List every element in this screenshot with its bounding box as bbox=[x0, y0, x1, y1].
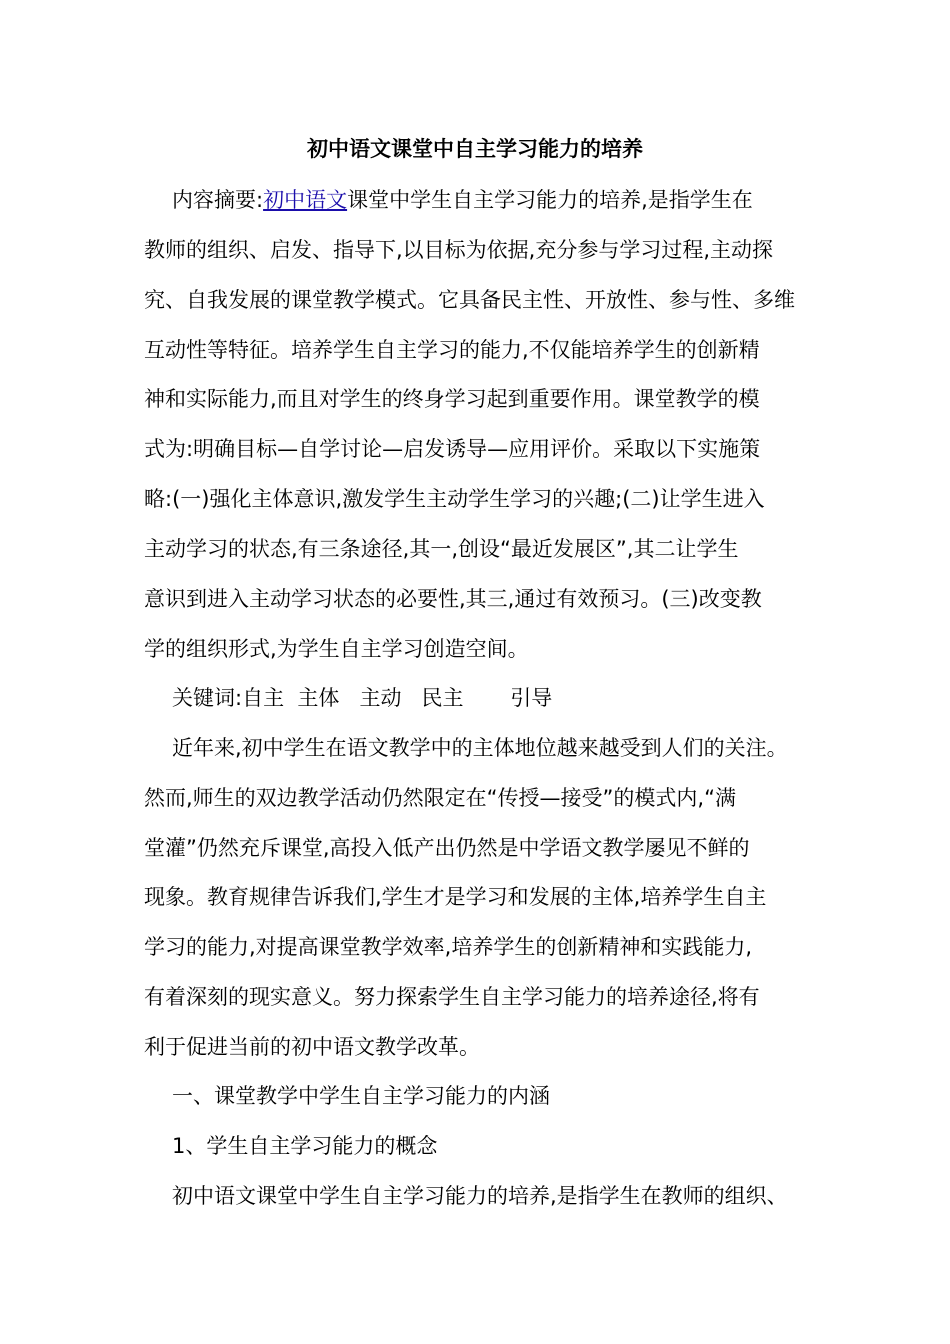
intro-line: 学习的能力,对提高课堂教学效率,培养学生的创新精神和实践能力, bbox=[144, 935, 753, 959]
abstract-line: 神和实际能力,而且对学生的终身学习起到重要作用。课堂教学的模 bbox=[144, 387, 760, 411]
intro-line: 有着深刻的现实意义。努力探索学生自主学习能力的培养途径,将有 bbox=[144, 985, 760, 1009]
abstract-line: 主动学习的状态,有三条途径,其一,创设“最近发展区”,其二让学生 bbox=[144, 537, 739, 561]
intro-line: 然而,师生的双边教学活动仍然限定在“传授—接受”的模式内,“满 bbox=[144, 786, 736, 810]
abstract-line: 究、自我发展的课堂教学模式。它具备民主性、开放性、参与性、多维 bbox=[144, 288, 795, 312]
abstract-line: 教师的组织、启发、指导下,以目标为依据,充分参与学习过程,主动探 bbox=[144, 238, 774, 262]
abstract-line: 意识到进入主动学习状态的必要性,其三,通过有效预习。(三)改变教 bbox=[144, 587, 762, 611]
body-line: 初中语文课堂中学生自主学习能力的培养,是指学生在教师的组织、 bbox=[172, 1184, 788, 1208]
keywords-line: 关键词:自主 主体 主动 民主 引导 bbox=[172, 686, 553, 710]
abstract-line: 式为:明确目标—自学讨论—启发诱导—应用评价。采取以下实施策 bbox=[144, 437, 761, 461]
intro-first-line: 近年来,初中学生在语文教学中的主体地位越来越受到人们的关注。 bbox=[172, 736, 788, 760]
abstract-line: 互动性等特征。培养学生自主学习的能力,不仅能培养学生的创新精 bbox=[144, 338, 760, 362]
subsection-heading: 1、学生自主学习能力的概念 bbox=[172, 1134, 438, 1158]
abstract-line: 学的组织形式,为学生自主学习创造空间。 bbox=[144, 637, 529, 661]
abstract-label: 内容摘要: bbox=[172, 188, 264, 212]
section-heading: 一、课堂教学中学生自主学习能力的内涵 bbox=[172, 1084, 550, 1108]
document-title: 初中语文课堂中自主学习能力的培养 bbox=[307, 137, 643, 161]
intro-line: 堂灌”仍然充斥课堂,高投入低产出仍然是中学语文教学屡见不鲜的 bbox=[144, 836, 750, 860]
abstract-line: 略:(一)强化主体意识,激发学生主动学生学习的兴趣;(二)让学生进入 bbox=[144, 487, 765, 511]
intro-line: 现象。教育规律告诉我们,学生才是学习和发展的主体,培养学生自主 bbox=[144, 885, 767, 909]
intro-line: 利于促进当前的初中语文教学改革。 bbox=[144, 1035, 480, 1059]
chinese-course-link[interactable]: 初中语文 bbox=[263, 188, 348, 212]
abstract-first-line bbox=[172, 184, 753, 216]
abstract-first-line-text: 课堂中学生自主学习能力的培养,是指学生在 bbox=[347, 188, 753, 212]
